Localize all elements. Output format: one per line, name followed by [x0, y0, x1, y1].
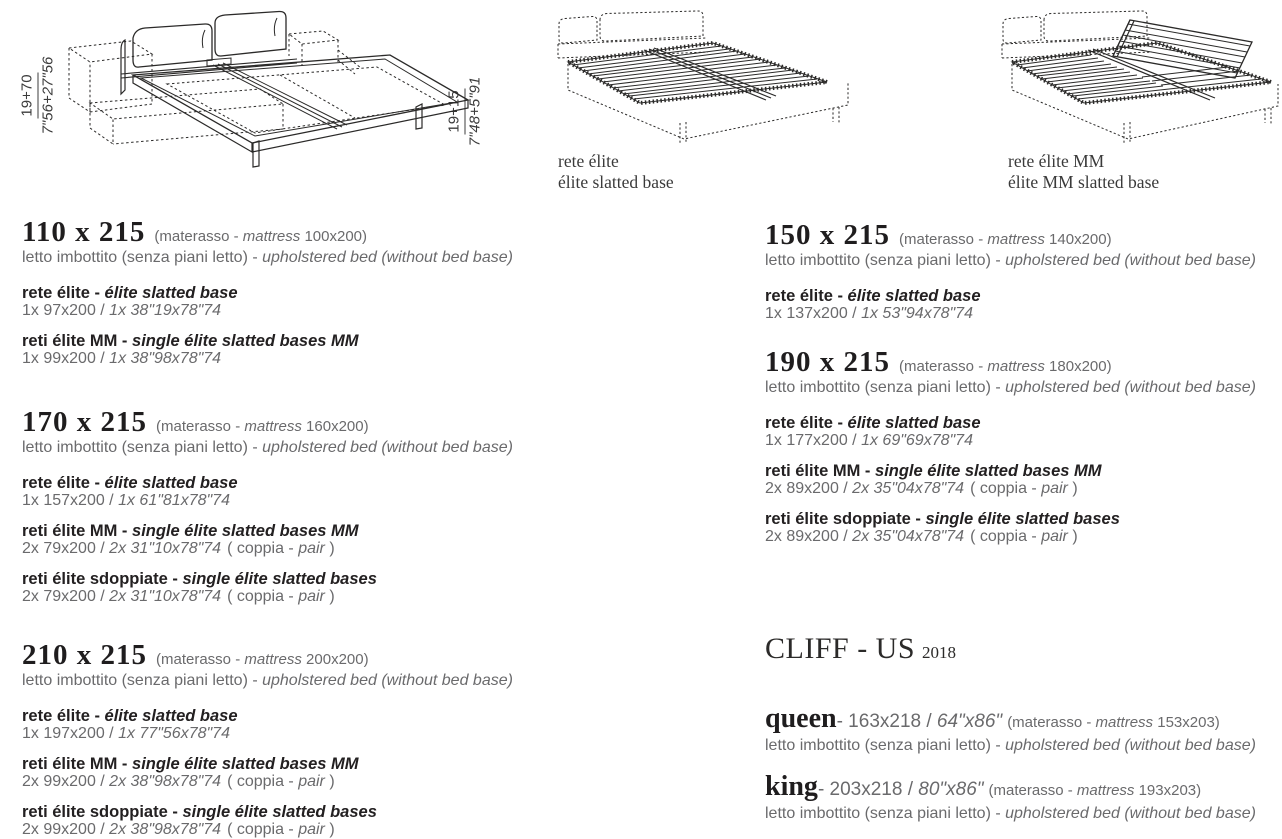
mattress-note: [1007, 714, 1220, 731]
note-italic: pair: [298, 540, 325, 557]
note-regular: ): [324, 821, 335, 838]
option-dims: [22, 588, 513, 606]
mattress-note: [899, 358, 1112, 375]
caption-line-en: élite MM slatted base: [1008, 172, 1160, 192]
dimension-label-left: [19, 26, 58, 166]
dims-imperial: 1x 38"98x78"74: [109, 350, 222, 367]
note-italic: pair: [1041, 528, 1068, 545]
note-italic: mattress: [987, 231, 1045, 248]
us-size-heading: [765, 771, 1256, 801]
option-dims: [765, 432, 1256, 450]
dimension-imperial: 7"56+27"56: [39, 56, 57, 135]
option-dims: [765, 480, 1256, 498]
option-dims: [22, 302, 513, 320]
note-italic: mattress: [244, 651, 302, 668]
label-italic: élite slatted base: [104, 284, 238, 302]
base-option: [765, 287, 1256, 323]
base-option: [765, 414, 1256, 450]
pair-note: [970, 528, 1078, 545]
bed-description: [22, 671, 513, 691]
base-option: [765, 462, 1256, 498]
label-regular: reti élite sdoppiate -: [765, 510, 926, 528]
dims-metric: 1x 157x200 /: [22, 492, 119, 509]
note-regular: (materasso -: [156, 651, 245, 668]
desc-regular: letto imbottito (senza piani letto) -: [22, 249, 263, 266]
label-italic: single élite slatted bases: [925, 510, 1120, 528]
desc-italic: upholstered bed (without bed base): [1005, 252, 1256, 269]
bed-diagram: [0, 0, 500, 200]
us-size-block-king: [765, 771, 1256, 824]
dims-metric: 2x 79x200 /: [22, 540, 110, 557]
note-regular: ( coppia -: [227, 821, 299, 838]
size-block-210x215: [22, 639, 513, 839]
caption-line-en: élite slatted base: [558, 172, 674, 192]
note-regular: ): [324, 540, 335, 557]
dims-metric: 2x 99x200 /: [22, 773, 110, 790]
size-label: 170 x 215: [22, 406, 147, 438]
label-italic: élite slatted base: [847, 414, 981, 432]
note-regular: (materasso -: [154, 228, 243, 245]
note-regular: ): [324, 773, 335, 790]
elite-slatted-base-drawing: [556, 8, 942, 148]
desc-regular: letto imbottito (senza piani letto) -: [22, 439, 263, 456]
elite-mm-base-diagram: [1000, 8, 1282, 192]
size-block-150x215: [765, 219, 1256, 323]
dims-metric: 1x 97x200 /: [22, 302, 110, 319]
note-italic: mattress: [1095, 714, 1154, 731]
label-italic: single élite slatted bases: [182, 803, 377, 821]
label-italic: élite slatted base: [104, 474, 238, 492]
label-regular: reti élite MM -: [22, 522, 133, 540]
dims-metric: - 163x218 /: [836, 711, 937, 732]
label-italic: single élite slatted bases MM: [132, 332, 359, 350]
size-heading: [22, 406, 513, 438]
caption-line-it: rete élite MM: [1008, 151, 1105, 171]
label-italic: single élite slatted bases MM: [132, 522, 359, 540]
option-dims: [22, 350, 513, 368]
elite-base-diagram: [556, 8, 946, 192]
base-option: [22, 707, 513, 743]
base-option: [22, 474, 513, 510]
label-regular: reti élite MM -: [765, 462, 876, 480]
size-heading: [765, 219, 1256, 251]
size-label: 210 x 215: [22, 639, 147, 671]
dims-metric: 1x 137x200 /: [765, 305, 862, 322]
size-label: 150 x 215: [765, 219, 890, 251]
dims-imperial: 2x 31"10x78"74: [109, 588, 222, 605]
bed-description: [765, 378, 1256, 398]
size-block-190x215: [765, 346, 1256, 546]
note-regular: ): [1067, 480, 1078, 497]
note-italic: pair: [298, 773, 325, 790]
note-regular: 100x200): [300, 228, 367, 245]
note-regular: 153x203): [1153, 714, 1220, 731]
caption-elite-base: [558, 151, 674, 193]
note-regular: ( coppia -: [227, 540, 299, 557]
desc-regular: letto imbottito (senza piani letto) -: [765, 805, 1006, 822]
dims-metric: 1x 197x200 /: [22, 725, 119, 742]
option-label: [22, 755, 513, 773]
dims-metric: 2x 99x200 /: [22, 821, 110, 838]
label-italic: élite slatted base: [104, 707, 238, 725]
pair-note: [227, 773, 335, 790]
pair-note: [227, 821, 335, 838]
dims-imperial: 1x 69"69x78"74: [861, 432, 973, 449]
note-regular: ( coppia -: [970, 480, 1042, 497]
dims-imperial: 2x 35"04x78"74: [852, 528, 965, 545]
mattress-note: [154, 228, 367, 245]
size-heading: [765, 346, 1256, 378]
base-option: [22, 803, 513, 839]
dims-metric: 1x 177x200 /: [765, 432, 862, 449]
note-regular: 160x200): [301, 418, 369, 435]
option-dims: [22, 773, 513, 791]
size-heading: [22, 639, 513, 671]
collection-title-row: [765, 632, 956, 666]
base-option: [22, 284, 513, 320]
dims-imperial: 2x 38"98x78"74: [109, 821, 222, 838]
dims-metric: 2x 89x200 /: [765, 480, 853, 497]
dims-imperial: 1x 61"81x78"74: [118, 492, 230, 509]
desc-regular: letto imbottito (senza piani letto) -: [22, 672, 263, 689]
note-italic: pair: [298, 821, 325, 838]
option-dims: [22, 821, 513, 839]
collection-title: CLIFF - US: [765, 632, 916, 665]
note-regular: ): [1067, 528, 1078, 545]
bed-description: [22, 438, 513, 458]
dims-metric: 2x 89x200 /: [765, 528, 853, 545]
note-regular: (materasso -: [1007, 714, 1096, 731]
dims-imperial: 64"x86": [936, 711, 1003, 732]
desc-italic: upholstered bed (without bed base): [1005, 805, 1256, 822]
size-label: 110 x 215: [22, 216, 146, 248]
note-regular: 200x200): [301, 651, 369, 668]
desc-italic: upholstered bed (without bed base): [1005, 737, 1256, 754]
dims-metric: 2x 79x200 /: [22, 588, 110, 605]
label-italic: single élite slatted bases: [182, 570, 377, 588]
label-regular: rete élite -: [22, 284, 105, 302]
base-option: [22, 332, 513, 368]
mattress-note: [899, 231, 1112, 248]
dims-imperial: 2x 38"98x78"74: [109, 773, 222, 790]
size-heading: [22, 216, 513, 248]
mattress-note: [156, 651, 369, 668]
us-size-dims: [837, 711, 1003, 733]
option-label: [765, 510, 1256, 528]
dimension-metric: 19+70: [19, 72, 39, 118]
bed-description: [765, 804, 1256, 824]
note-italic: mattress: [244, 418, 302, 435]
desc-italic: upholstered bed (without bed base): [1005, 379, 1256, 396]
label-regular: reti élite MM -: [22, 332, 133, 350]
option-dims: [22, 725, 513, 743]
note-regular: (materasso -: [156, 418, 245, 435]
dims-imperial: 1x 77"56x78"74: [118, 725, 230, 742]
dims-imperial: 80"x86": [918, 779, 984, 800]
desc-regular: letto imbottito (senza piani letto) -: [765, 379, 1006, 396]
option-label: [22, 284, 513, 302]
pair-note: [227, 540, 335, 557]
dimension-metric: 19+15: [446, 88, 466, 134]
note-regular: 140x200): [1044, 231, 1112, 248]
label-regular: rete élite -: [765, 414, 848, 432]
label-regular: rete élite -: [765, 287, 848, 305]
size-block-110x215: [22, 216, 513, 368]
caption-elite-mm-base: [1008, 151, 1159, 193]
caption-line-it: rete élite: [558, 151, 619, 171]
base-option: [765, 510, 1256, 546]
option-label: [22, 522, 513, 540]
desc-regular: letto imbottito (senza piani letto) -: [765, 252, 1006, 269]
bed-description: [765, 251, 1256, 271]
label-regular: rete élite -: [22, 707, 105, 725]
option-dims: [22, 492, 513, 510]
label-regular: rete élite -: [22, 474, 105, 492]
bed-description: [22, 248, 513, 268]
label-regular: reti élite sdoppiate -: [22, 570, 183, 588]
note-italic: mattress: [1076, 782, 1135, 799]
option-dims: [765, 528, 1256, 546]
option-dims: [22, 540, 513, 558]
note-italic: pair: [298, 588, 325, 605]
option-label: [765, 462, 1256, 480]
label-regular: reti élite MM -: [22, 755, 133, 773]
pair-note: [970, 480, 1078, 497]
option-label: [22, 803, 513, 821]
bed-description: [765, 736, 1256, 756]
option-label: [765, 414, 1256, 432]
us-size-dims: [818, 779, 984, 801]
desc-regular: letto imbottito (senza piani letto) -: [765, 737, 1006, 754]
dims-imperial: 1x 53"94x78"74: [861, 305, 973, 322]
mattress-note: [989, 782, 1202, 799]
option-label: [22, 332, 513, 350]
desc-italic: upholstered bed (without bed base): [262, 249, 513, 266]
note-regular: ( coppia -: [970, 528, 1042, 545]
note-regular: (materasso -: [899, 358, 988, 375]
bed-isometric-drawing: [55, 8, 475, 183]
size-block-170x215: [22, 406, 513, 606]
size-label: 190 x 215: [765, 346, 890, 378]
dims-imperial: 2x 31"10x78"74: [109, 540, 222, 557]
option-dims: [765, 305, 1256, 323]
elite-mm-slatted-base-drawing: [1000, 8, 1282, 148]
mattress-note: [156, 418, 369, 435]
label-italic: élite slatted base: [847, 287, 981, 305]
base-option: [22, 755, 513, 791]
us-size-name: queen: [765, 703, 837, 734]
option-label: [765, 287, 1256, 305]
label-regular: reti élite sdoppiate -: [22, 803, 183, 821]
note-regular: (materasso -: [988, 782, 1077, 799]
us-size-name: king: [765, 771, 818, 802]
note-italic: mattress: [987, 358, 1045, 375]
note-regular: ( coppia -: [227, 588, 299, 605]
note-regular: ( coppia -: [227, 773, 299, 790]
note-regular: ): [324, 588, 335, 605]
base-option: [22, 522, 513, 558]
desc-italic: upholstered bed (without bed base): [262, 439, 513, 456]
option-label: [22, 570, 513, 588]
base-option: [22, 570, 513, 606]
label-italic: single élite slatted bases MM: [132, 755, 359, 773]
collection-year: 2018: [922, 643, 957, 662]
note-italic: pair: [1041, 480, 1068, 497]
us-size-block-queen: [765, 703, 1256, 756]
dims-metric: - 203x218 /: [817, 779, 919, 800]
dimension-imperial: 7"48+5"91: [466, 76, 484, 147]
label-italic: single élite slatted bases MM: [875, 462, 1102, 480]
note-regular: 180x200): [1044, 358, 1112, 375]
dims-metric: 1x 99x200 /: [22, 350, 110, 367]
note-italic: mattress: [242, 228, 301, 245]
dims-imperial: 1x 38"19x78"74: [109, 302, 222, 319]
option-label: [22, 474, 513, 492]
us-size-heading: [765, 703, 1256, 733]
note-regular: 193x203): [1134, 782, 1202, 799]
note-regular: (materasso -: [899, 231, 988, 248]
option-label: [22, 707, 513, 725]
pair-note: [227, 588, 335, 605]
desc-italic: upholstered bed (without bed base): [262, 672, 513, 689]
dims-imperial: 2x 35"04x78"74: [852, 480, 965, 497]
